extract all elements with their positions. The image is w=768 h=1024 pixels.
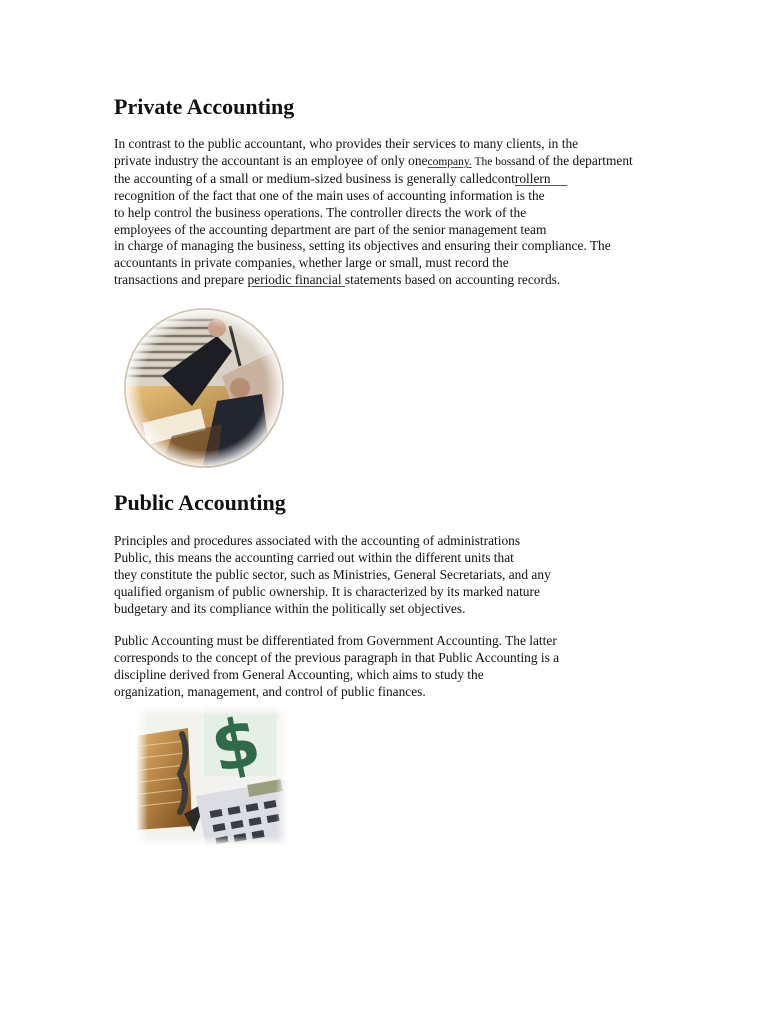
controller-link[interactable]: rollern	[514, 170, 551, 186]
text-line: to help control the business operations. The controller directs the work of the	[114, 204, 527, 220]
text-line: private industry the accountant is an employee of only onecompany. The bossand of the department	[114, 152, 633, 168]
text-line: Public Accounting must be differentiated from Government Accounting. The latter	[114, 633, 557, 648]
text-line: they constitute the public sector, such as Ministries, General Secretariats, and any	[114, 566, 551, 582]
dollar-calculator-image	[136, 706, 288, 846]
text-line: budgetary and its compliance within the politically set objectives.	[114, 600, 466, 616]
public-accounting-paragraph-2	[114, 633, 559, 701]
text-line: the accounting of a small or medium-sized business is generally calledcontrollern	[114, 171, 633, 188]
text-line: in charge of managing the business, setting its objectives and ensuring their compliance. The	[114, 238, 611, 254]
text-line: Principles and procedures associated with the accounting of administrations	[114, 533, 521, 548]
text-line: qualified organism of public ownership. It is characterized by its marked nature	[114, 583, 540, 599]
heading-public-accounting: Public Accounting	[114, 490, 286, 515]
company-link[interactable]: company.	[427, 155, 472, 168]
public-accounting-paragraph-1	[114, 533, 551, 618]
text-line: accountants in private companies, whether large or small, must record the	[114, 255, 509, 271]
text-line: In contrast to the public accountant, who provides their services to many clients, in the	[114, 136, 579, 151]
text-line: corresponds to the concept of the previous paragraph in that Public Accounting is a	[114, 649, 560, 665]
heading-private-accounting: Private Accounting	[114, 94, 295, 119]
text-line: discipline derived from General Accounting, which aims to study the	[114, 666, 484, 682]
text-line: employees of the accounting department are part of the senior management team	[114, 221, 547, 237]
business-meeting-image	[122, 306, 286, 470]
text-line: Public, this means the accounting carried out within the different units that	[114, 549, 514, 565]
private-accounting-paragraph	[114, 136, 633, 289]
periodic-financial-link[interactable]: periodic financial	[247, 272, 345, 288]
text-line: recognition of the fact that one of the main uses of accounting information is the	[114, 187, 545, 203]
text-line: organization, management, and control of public finances.	[114, 683, 426, 699]
text-line: transactions and prepare periodic financial statements based on accounting records.	[114, 272, 561, 288]
